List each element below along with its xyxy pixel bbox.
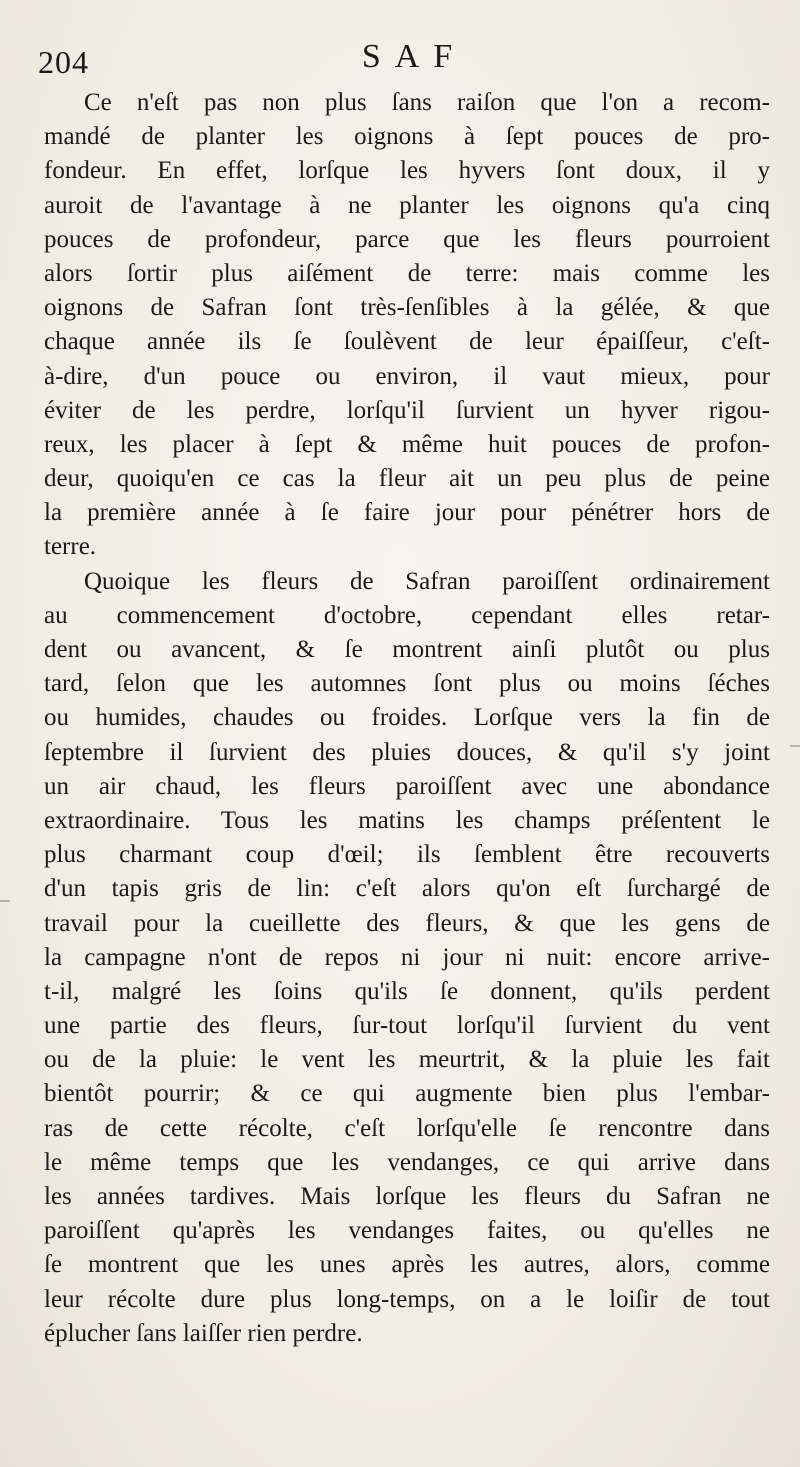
margin-mark: [0, 900, 10, 902]
text-line: la première année à ſe faire jour pour pénétrer hors de: [44, 499, 770, 527]
text-line: à-dire, d'un pouce ou environ, il vaut mieux, pour: [44, 362, 770, 390]
paragraph-2: [44, 565, 770, 1351]
margin-mark: [790, 745, 800, 747]
text-line: mandé de planter les oignons à ſept pouces de pro-: [44, 123, 770, 151]
text-line: plus charmant coup d'œil; ils ſemblent être recouverts: [44, 841, 770, 869]
text-line: au commencement d'octobre, cependant elles retar-: [44, 601, 770, 629]
text-line: ou humides, chaudes ou froides. Lorſque vers la fin de: [44, 704, 770, 732]
text-line: auroit de l'avantage à ne planter les oignons qu'a cinq: [44, 191, 770, 219]
text-line: travail pour la cueillette des fleurs, & que les gens de: [44, 909, 770, 937]
body-text: [44, 86, 770, 1351]
text-line: oignons de Safran ſont très-ſenſibles à la gélée, & que: [44, 294, 770, 322]
text-line: fondeur. En effet, lorſque les hyvers ſont doux, il y: [44, 157, 770, 185]
text-line: ſeptembre il ſurvient des pluies douces, & qu'il s'y joint: [44, 738, 770, 766]
text-line: tard, ſelon que les automnes ſont plus ou moins ſéches: [44, 670, 770, 698]
text-line: reux, les placer à ſept & même huit pouces de profon-: [44, 430, 770, 458]
text-line: bientôt pourrir; & ce qui augmente bien plus l'embar-: [44, 1080, 770, 1108]
running-head: SAF: [361, 38, 467, 75]
text-line: terre.: [44, 533, 97, 561]
text-line: le même temps que les vendanges, ce qui arrive dans: [44, 1148, 770, 1176]
text-line: paroiſſent qu'après les vendanges faites, ou qu'elles ne: [44, 1217, 770, 1245]
text-line: éviter de les perdre, lorſqu'il ſurvient un hyver rigou-: [44, 396, 770, 424]
text-line: la campagne n'ont de repos ni jour ni nuit: encore arrive-: [44, 943, 770, 971]
text-line: ras de cette récolte, c'eſt lorſqu'elle ſe rencontre dans: [44, 1114, 770, 1142]
text-line: Quoique les fleurs de Safran paroiſſent ordinairement: [84, 567, 770, 595]
text-line: alors ſortir plus aiſément de terre: mais comme les: [44, 259, 770, 287]
text-line: extraordinaire. Tous les matins les champs préſentent le: [44, 806, 770, 834]
text-line: une partie des fleurs, ſur-tout lorſqu'il ſurvient du vent: [44, 1012, 770, 1040]
text-line: deur, quoiqu'en ce cas la fleur ait un peu plus de peine: [44, 465, 770, 493]
text-line: t-il, malgré les ſoins qu'ils ſe donnent, qu'ils perdent: [44, 977, 770, 1005]
page-header: [38, 0, 770, 80]
text-line: les années tardives. Mais lorſque les fleurs du Safran ne: [44, 1183, 770, 1210]
text-line: ou de la pluie: le vent les meurtrit, & la pluie les fait: [44, 1046, 770, 1074]
text-line: chaque année ils ſe ſoulèvent de leur épaiſſeur, c'eſt-: [44, 328, 770, 356]
text-line: Ce n'eſt pas non plus ſans raiſon que l'on a recom-: [84, 89, 770, 116]
text-line: un air chaud, les fleurs paroiſſent avec une abondance: [44, 772, 770, 800]
page-number: 204: [38, 44, 89, 80]
text-line: éplucher ſans laiſſer rien perdre.: [44, 1319, 363, 1347]
text-line: pouces de profondeur, parce que les fleurs pourroient: [44, 225, 770, 253]
text-line: leur récolte dure plus long-temps, on a le loiſir de tout: [44, 1285, 770, 1313]
text-line: dent ou avancent, & ſe montrent ainſi plutôt ou plus: [44, 636, 770, 663]
paragraph-1: [44, 86, 770, 565]
text-line: ſe montrent que les unes après les autres, alors, comme: [44, 1251, 770, 1279]
text-line: d'un tapis gris de lin: c'eſt alors qu'on eſt ſurchargé de: [44, 875, 770, 903]
